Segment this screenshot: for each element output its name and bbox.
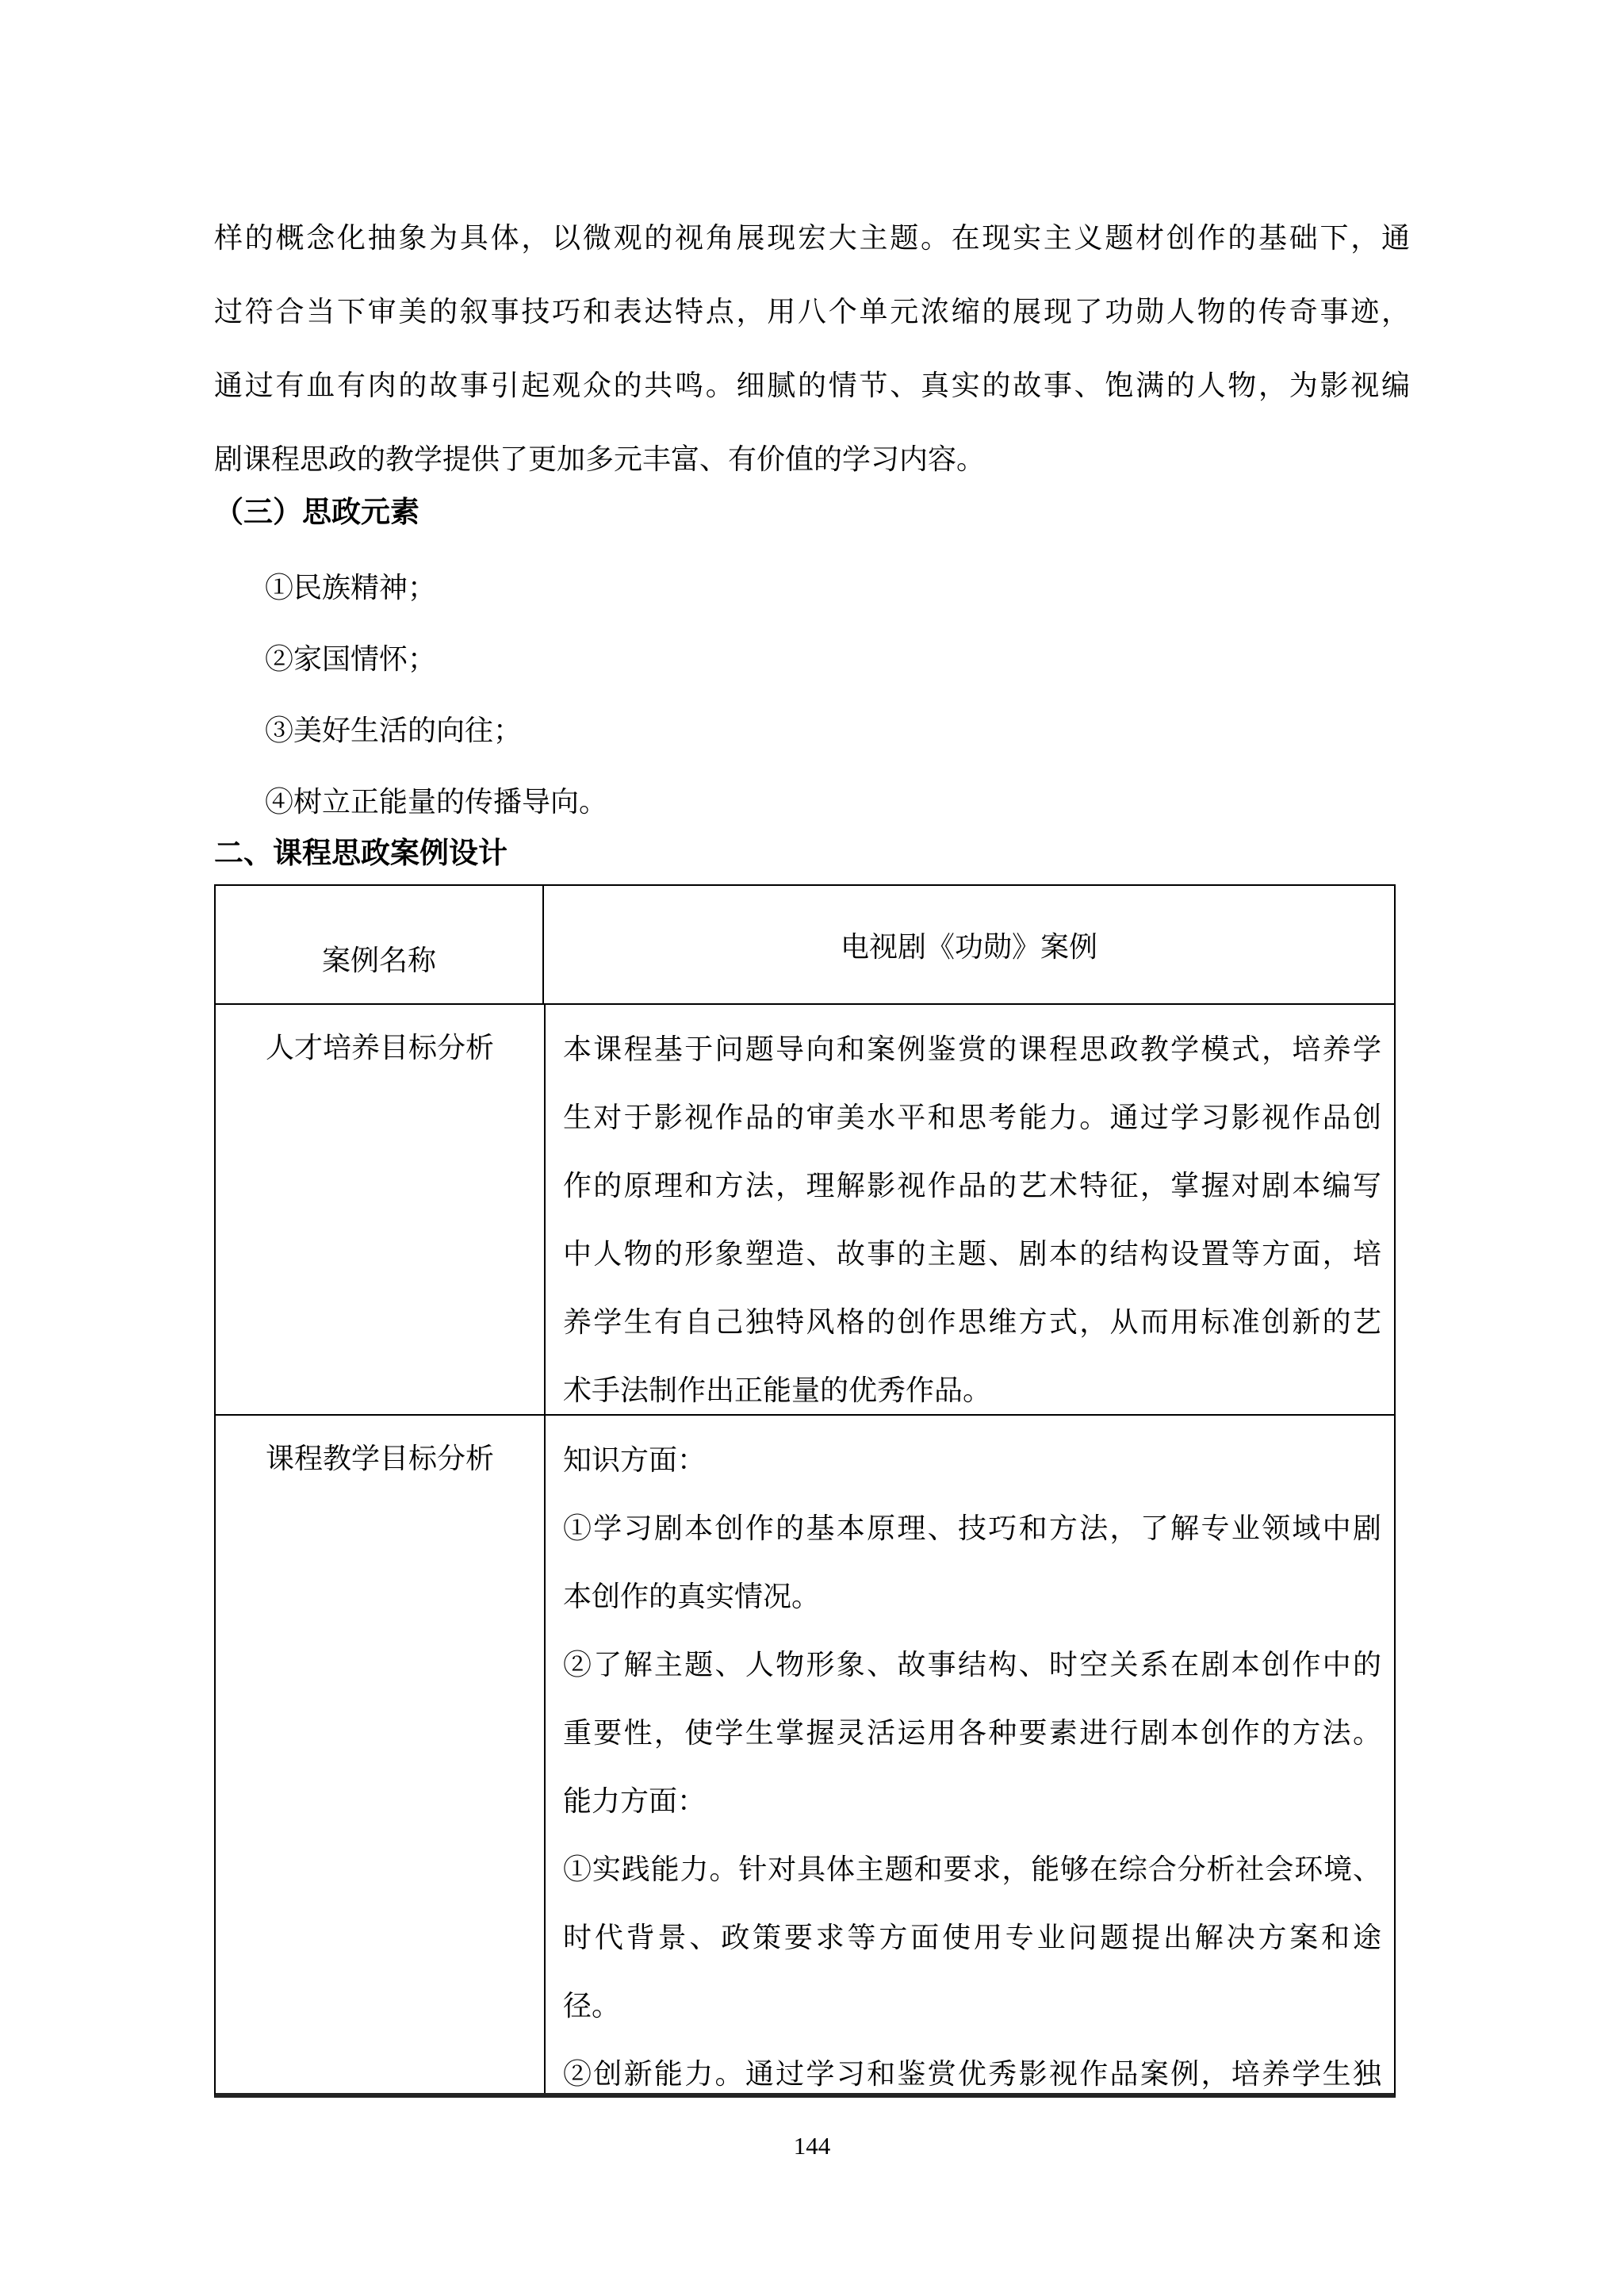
text-line: 重要性，使学生掌握灵活运用各种要素进行剧本创作的方法。 [563, 1717, 1381, 1749]
text-line: 本创作的真实情况。 [563, 1581, 821, 1612]
text-line: 过符合当下审美的叙事技巧和表达特点，用八个单元浓缩的展现了功勋人物的传奇事迹， [214, 296, 1410, 328]
header-cell-case-name [216, 886, 544, 1003]
body-paragraph [214, 201, 1410, 496]
table-header-row [216, 886, 1394, 1005]
text-line: 本课程基于问题导向和案例鉴赏的课程思政教学模式，培养学 [563, 1033, 1381, 1065]
row-label: 人才培养目标分析 [265, 1032, 494, 1064]
text-line: 时代背景、政策要求等方面使用专业问题提出解决方案和途 [563, 1922, 1381, 1953]
row-content-cell [546, 1005, 1394, 1414]
case-title: 电视剧《功勋》案例 [840, 930, 1097, 963]
page-number: 144 [793, 2132, 831, 2160]
text-line: 剧课程思政的教学提供了更加多元丰富、有价值的学习内容。 [214, 443, 986, 475]
case-design-table [214, 884, 1396, 2098]
text-line: 径。 [563, 1990, 621, 2022]
table-row-teaching-goal [216, 1416, 1394, 2093]
text-line: ①学习剧本创作的基本原理、技巧和方法，了解专业领域中剧 [563, 1512, 1381, 1544]
cell-text [546, 1416, 1394, 2093]
text-line: 术手法制作出正能量的优秀作品。 [563, 1374, 992, 1406]
text-line: ②创新能力。通过学习和鉴赏优秀影视作品案例，培养学生独 [563, 2058, 1381, 2090]
list-item: ④树立正能量的传播导向。 [265, 786, 608, 818]
row-content-cell [546, 1416, 1394, 2093]
row-label-cell [216, 1005, 546, 1414]
section-heading: （三）思政元素 [214, 496, 419, 529]
list-item: ①民族精神； [265, 572, 437, 604]
text-line: 通过有血有肉的故事引起观众的共鸣。细腻的情节、真实的故事、饱满的人物，为影视编 [214, 370, 1410, 401]
text-line: 能力方面： [563, 1785, 707, 1817]
ideology-elements-list [265, 552, 1407, 838]
list-item: ②家国情怀； [265, 643, 437, 675]
header-cell-case-title [544, 886, 1394, 1003]
text-line: 样的概念化抽象为具体，以微观的视角展现宏大主题。在现实主义题材创作的基础下，通 [214, 222, 1410, 254]
list-item: ③美好生活的向往； [265, 715, 523, 746]
text-line: 作的原理和方法，理解影视作品的艺术特征，掌握对剧本编写 [563, 1170, 1381, 1202]
table-row-talent-goal [216, 1005, 1394, 1416]
header-label: 案例名称 [321, 944, 436, 976]
row-label: 课程教学目标分析 [265, 1443, 494, 1474]
row-label-cell [216, 1416, 546, 2093]
text-line: ②了解主题、人物形象、故事结构、时空关系在剧本创作中的 [563, 1649, 1381, 1681]
text-line: 生对于影视作品的审美水平和思考能力。通过学习影视作品创 [563, 1102, 1381, 1133]
cell-text [546, 1005, 1394, 1414]
text-line: ①实践能力。针对具体主题和要求，能够在综合分析社会环境、 [563, 1853, 1381, 1885]
table-section-heading: 二、课程思政案例设计 [214, 838, 508, 870]
text-line: 中人物的形象塑造、故事的主题、剧本的结构设置等方面，培 [563, 1238, 1381, 1270]
text-line: 养学生有自己独特风格的创作思维方式，从而用标准创新的艺 [563, 1306, 1381, 1338]
text-line: 知识方面： [563, 1444, 707, 1476]
